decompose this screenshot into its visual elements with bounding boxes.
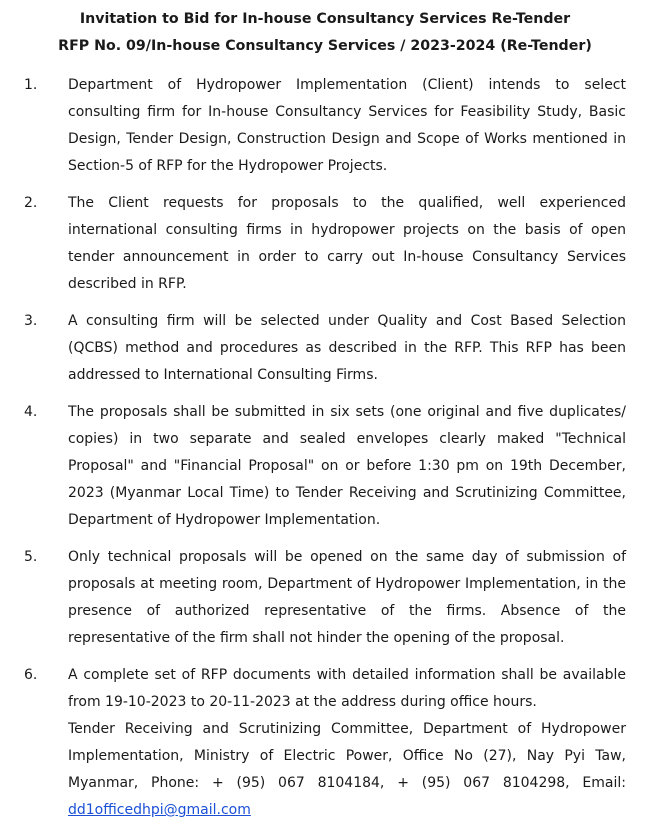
list-item-5 (24, 544, 626, 652)
rfp-number: RFP No. 09/In-house Consultancy Services / 2023-2024 (Re-Tender) (58, 38, 592, 54)
item-text: The proposals shall be submitted in six sets (one original and five duplicates/ copies) in two separate and sealed envelopes clearly maked "Technical Proposal" and "Financial Proposal" on or before 1:30 pm on 19th December, 2023 (Myanmar Local Time) to Tender Receiving and Scrutinizing Committee, Department of Hydropower Implementation. (68, 404, 626, 528)
item-text: Only technical proposals will be opened on the same day of submission of proposals at meeting room, Department of Hydropower Implementation, in the presence of authorized representative of the firms. Absence of the representative of the firm shall not hinder the opening of the proposal. (68, 549, 626, 646)
item-number: 1. (24, 77, 38, 93)
item-list (24, 72, 626, 824)
contact-text: Tender Receiving and Scrutinizing Committee, Department of Hydropower Implementation, Ministry of Electric Power, Office No (27), Nay Pyi Taw, Myanmar, Phone: + (95) 067 8104184, + (95) 067 8104298, Email: (68, 721, 626, 791)
item-number: 2. (24, 195, 38, 211)
email-link[interactable]: dd1officedhpi@gmail.com (68, 802, 251, 818)
item-number: 3. (24, 313, 38, 329)
list-item-1 (24, 72, 626, 180)
list-item-4 (24, 399, 626, 534)
item-number: 4. (24, 404, 38, 420)
item-number: 6. (24, 667, 38, 683)
document-title: Invitation to Bid for In-house Consultancy Services Re-Tender (79, 11, 571, 27)
list-item-3 (24, 308, 626, 389)
item-number: 5. (24, 549, 38, 565)
item-text: Department of Hydropower Implementation (Client) intends to select consulting firm for In-house Consultancy Services for Feasibility Study, Basic Design, Tender Design, Construction Design and Scope of Works mentioned in Section-5 of RFP for the Hydropower Projects. (68, 77, 626, 174)
contact-address (68, 716, 626, 824)
item-text: A consulting firm will be selected under Quality and Cost Based Selection (QCBS) method and procedures as described in the RFP. This RFP has been addressed to International Consulting Firms. (68, 313, 626, 383)
item-text: A complete set of RFP documents with detailed information shall be available from 19-10-2023 to 20-11-2023 at the address during office hours. (68, 667, 626, 710)
item-text-block (68, 662, 626, 824)
item-text: The Client requests for proposals to the qualified, well experienced international consulting firms in hydropower projects on the basis of open tender announcement in order to carry out In-house Consultancy Services described in RFP. (68, 195, 626, 292)
list-item-2 (24, 190, 626, 298)
list-item-6 (24, 662, 626, 824)
